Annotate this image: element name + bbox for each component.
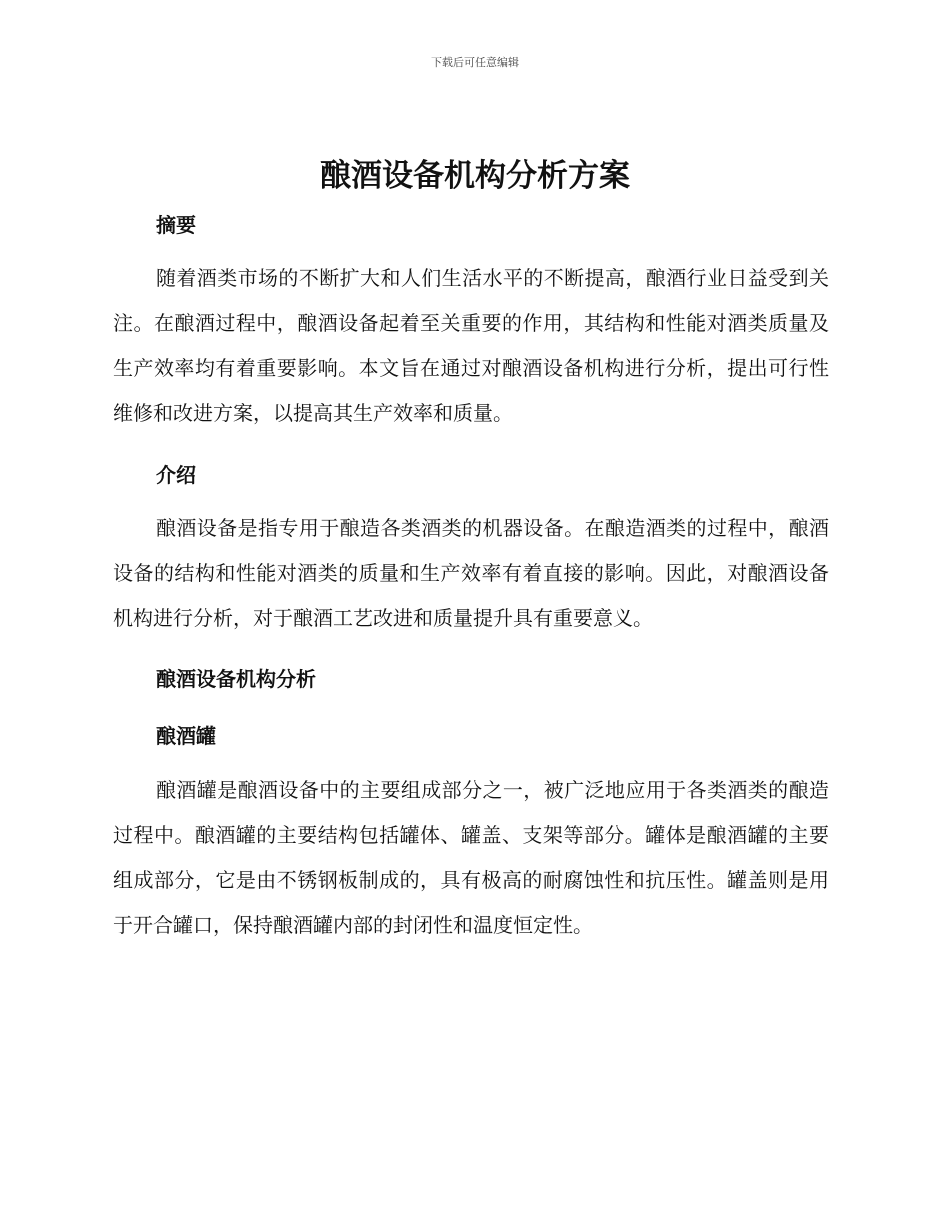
section-heading-fermentation-tank: 酿酒罐 [156, 724, 216, 748]
paragraph-abstract: 随着酒类市场的不断扩大和人们生活水平的不断提高，酿酒行业日益受到关注。在酿酒过程中，酿酒设备起着至关重要的作用，其结构和性能对酒类质量及生产效率均有着重要影响。本文旨在通过对酿酒设备机构进行分析，提出可行性维修和改进方案，以提高其生产效率和质量。 [113, 266, 829, 425]
paragraph-fermentation-tank: 酿酒罐是酿酒设备中的主要组成部分之一，被广泛地应用于各类酒类的酿造过程中。酿酒罐的主要结构包括罐体、罐盖、支架等部分。罐体是酿酒罐的主要组成部分，它是由不锈钢板制成的，具有极高的耐腐蚀性和抗压性。罐盖则是用于开合罐口，保持酿酒罐内部的封闭性和温度恒定性。 [113, 778, 829, 937]
paragraph-introduction: 酿酒设备是指专用于酿造各类酒类的机器设备。在酿造酒类的过程中，酿酒设备的结构和性能对酒类的质量和生产效率有着直接的影响。因此，对酿酒设备机构进行分析，对于酿酒工艺改进和质量提升具有重要意义。 [113, 516, 829, 630]
section-heading-introduction: 介绍 [156, 463, 196, 487]
page-header-note: 下载后可任意编辑 [431, 56, 519, 69]
section-heading-abstract: 摘要 [156, 213, 196, 237]
document-title: 酿酒设备机构分析方案 [320, 158, 630, 194]
section-heading-mechanism-analysis: 酿酒设备机构分析 [156, 667, 316, 691]
